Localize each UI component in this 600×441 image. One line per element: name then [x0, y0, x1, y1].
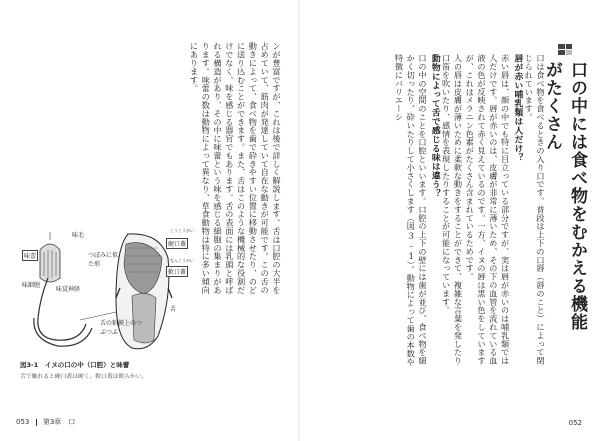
figure-dog-mouth [20, 228, 194, 356]
folio-right: 052 [568, 419, 582, 427]
folio-left [16, 417, 75, 427]
paragraph-lips-2: 人の唇は皮膚が薄いために柔軟な動きをすることができて、複雑な言葉を発したり口笛を吹いたり、感情を表現したりすることが可能になっています。 [441, 54, 464, 365]
heading-lips: 唇が赤い哺乳類は人だけ？ [512, 54, 523, 162]
label-mi-cell: 味細胞 [22, 282, 41, 289]
heading-taste: 動物によって舌で感じる味は違う？ [429, 54, 440, 198]
chapter-title-block [542, 44, 587, 332]
label-nyuto: 舌の粘膜上のつぶつぶ [100, 320, 143, 336]
dog-mouth-illustration [20, 228, 180, 356]
caption-note: 舌で触れると硬口蓋は硬く、軟口蓋は軟らかい。 [20, 374, 148, 380]
intro-paragraph: 口は食べ物を食べるときの入り口です。普段は上下の口唇（唇のこと）によって閉じられています。 [524, 54, 546, 365]
paragraph-lips-1: 赤い唇は、顔の中でも特に目立っている部分ですが、実は唇が赤いのは哺乳類では人だけです。唇が赤いのは、皮膚が非常に薄いため、その下の血管を流れている血液の色が反映されて赤く見えているのです。一方、イヌの唇は黒い色をしていますが、これはメラニン色素がたくさん含まれているためです。 [465, 54, 511, 365]
label-mirai: 味蕾 [22, 250, 38, 261]
label-nankoukai: 軟口蓋 [166, 266, 188, 277]
page-title: 口の中には食べ物をむかえる機能がたくさん [542, 60, 587, 331]
label-mi-sou: 味毛 [72, 232, 85, 239]
left-body-text: ンが豊富ですが、これは後で詳しく解説します。舌は口腔の大半を占めていて、筋肉が発達していて自在な動きが可能です。この舌の動きによって、食べ物を歯で砕きやすい位置に移動させたり、のどに送り込むことができます。また、舌はこのような機械的な役割だけでなく、味を感じる器官でもあります。舌の表面には乳頭と呼ばれる構造があり、その中に味蕾という味を感じる細胞の集まりがあります。味蕾の数は動物によって異なり、草食動物は特に多い傾向にあります。 [189, 42, 282, 294]
right-page [300, 0, 600, 441]
right-body-text [316, 54, 546, 372]
label-nankoukai-ruby: なんこうがい [170, 258, 194, 263]
label-mi-nerve: 味覚神経 [56, 286, 81, 293]
section-marker-icon [558, 44, 572, 55]
label-kokoukai: 硬口蓋 [166, 238, 188, 249]
figure-caption [20, 360, 190, 380]
caption-title: 図3-1 イヌの口の中（口腔）と味蕾 [20, 361, 130, 369]
folio-left-chapter: 第3章 口 [42, 418, 76, 426]
paragraph-taste: 口の中の空間のことを口腔といいます。口腔の上下の壁には歯が並び、食べ物を細かく切ったり、砕いたりして小さくします（図3-1）。動物によって歯の本数や特徴にバリエーシ [394, 54, 429, 367]
label-kokoukai-ruby: こうこうがい [170, 228, 194, 233]
label-tsubomi: つぼみに似た形 [88, 252, 119, 268]
folio-left-number: 053 [16, 418, 30, 426]
label-shita: 舌 [170, 306, 177, 313]
